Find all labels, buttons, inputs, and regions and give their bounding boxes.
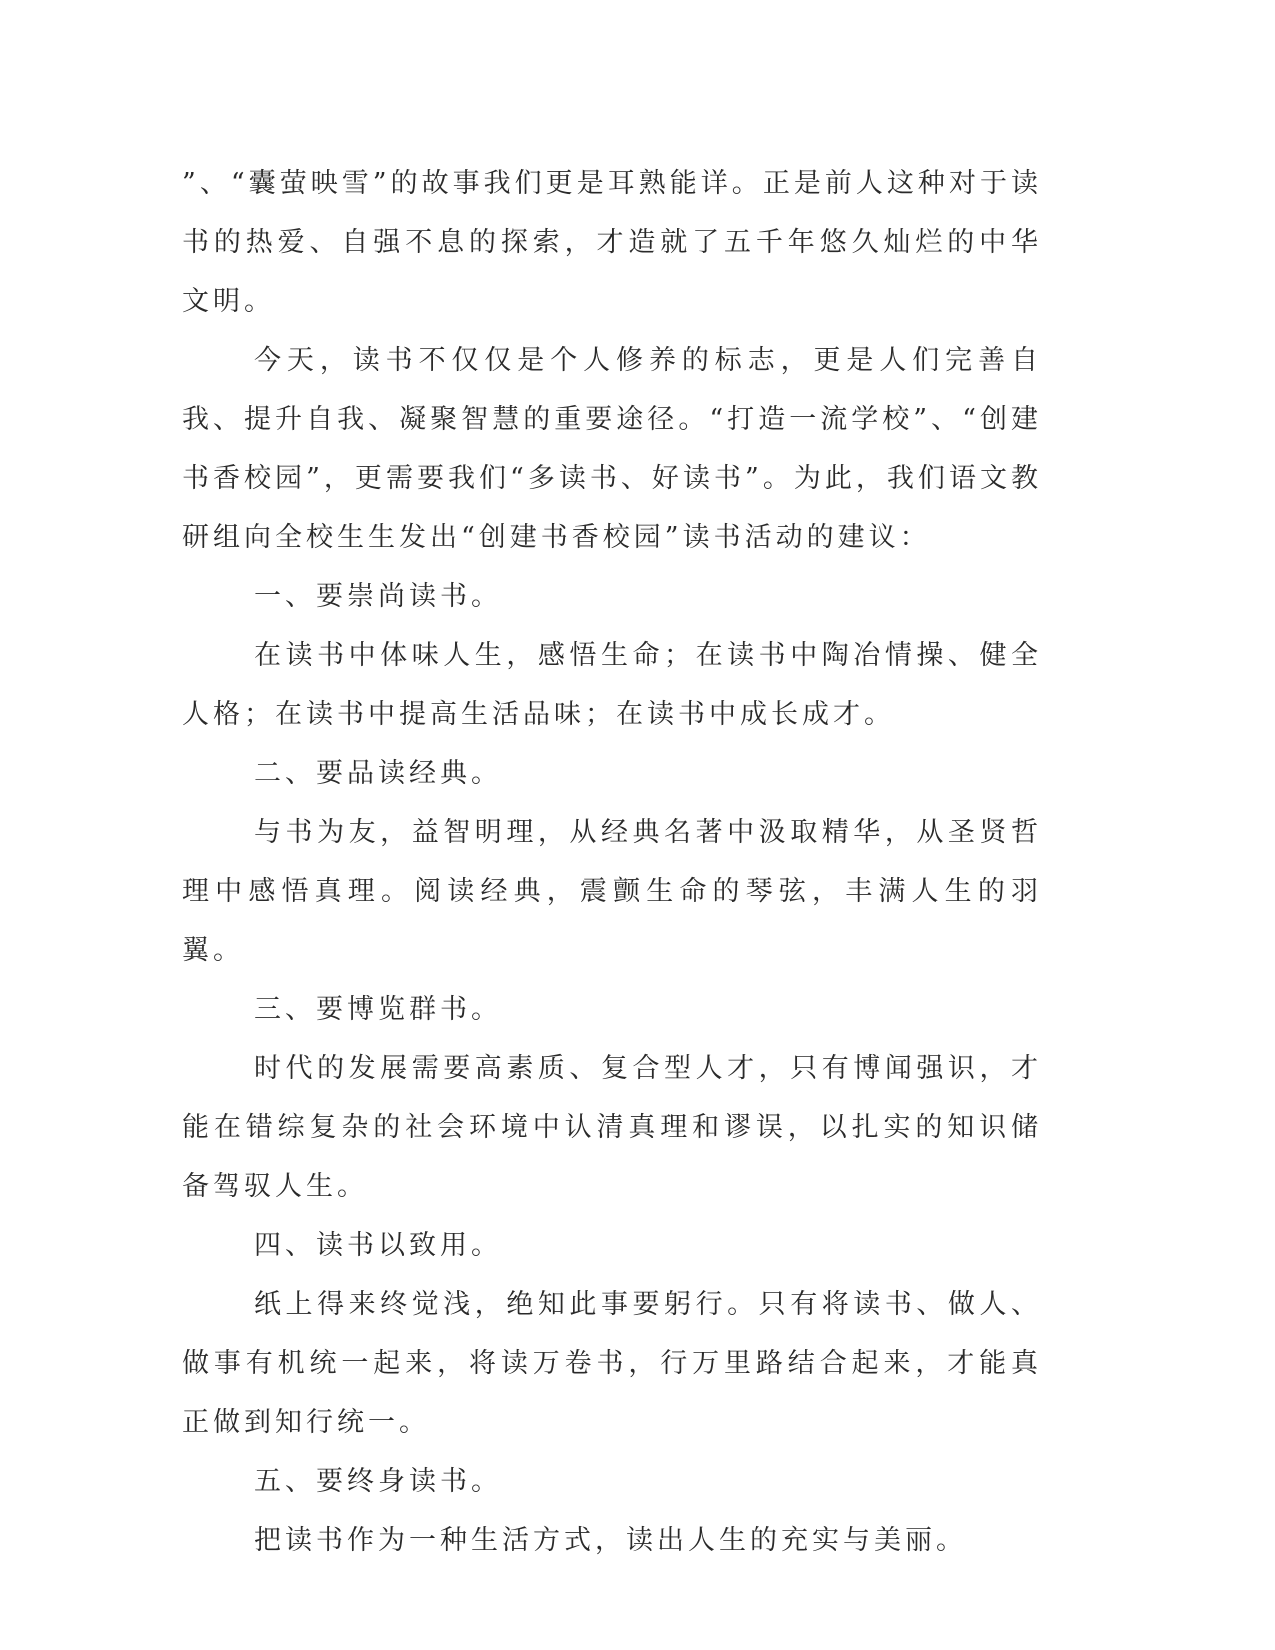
section-heading-2: 二、要品读经典。 xyxy=(254,758,502,789)
section-body-2: 与书为友，益智明理，从经典名著中汲取精华，从圣贤哲理中感悟真理。阅读经典，震颤生命的琴弦，丰满人生的羽翼。 xyxy=(182,817,1042,966)
section-body-5: 把读书作为一种生活方式，读出人生的充实与美丽。 xyxy=(254,1525,967,1556)
section-body-3: 时代的发展需要高素质、复合型人才，只有博闻强识，才能在错综复杂的社会环境中认清真理和谬误，以扎实的知识储备驾驭人生。 xyxy=(182,1053,1042,1202)
section-body-4: 纸上得来终觉浅，绝知此事要躬行。只有将读书、做人、做事有机统一起来，将读万卷书，行万里路结合起来，才能真正做到知行统一。 xyxy=(182,1289,1042,1438)
section-heading-5: 五、要终身读书。 xyxy=(254,1466,502,1497)
paragraph-intro: 今天，读书不仅仅是个人修养的标志，更是人们完善自我、提升自我、凝聚智慧的重要途径。“打造一流学校”、“创建书香校园”，更需要我们“多读书、好读书”。为此，我们语文教研组向全校生生发出“创建书香校园”读书活动的建议： xyxy=(182,345,1042,553)
section-heading-4: 四、读书以致用。 xyxy=(254,1230,502,1261)
section-heading-3: 三、要博览群书。 xyxy=(254,994,502,1025)
paragraph-continuation: ”、“囊萤映雪”的故事我们更是耳熟能详。正是前人这种对于读书的热爱、自强不息的探索，才造就了五千年悠久灿烂的中华文明。 xyxy=(182,168,1042,317)
document-body xyxy=(182,154,1042,1570)
section-body-1: 在读书中体味人生，感悟生命；在读书中陶冶情操、健全人格；在读书中提高生活品味；在读书中成长成才。 xyxy=(182,640,1042,730)
section-heading-1: 一、要崇尚读书。 xyxy=(254,581,502,612)
